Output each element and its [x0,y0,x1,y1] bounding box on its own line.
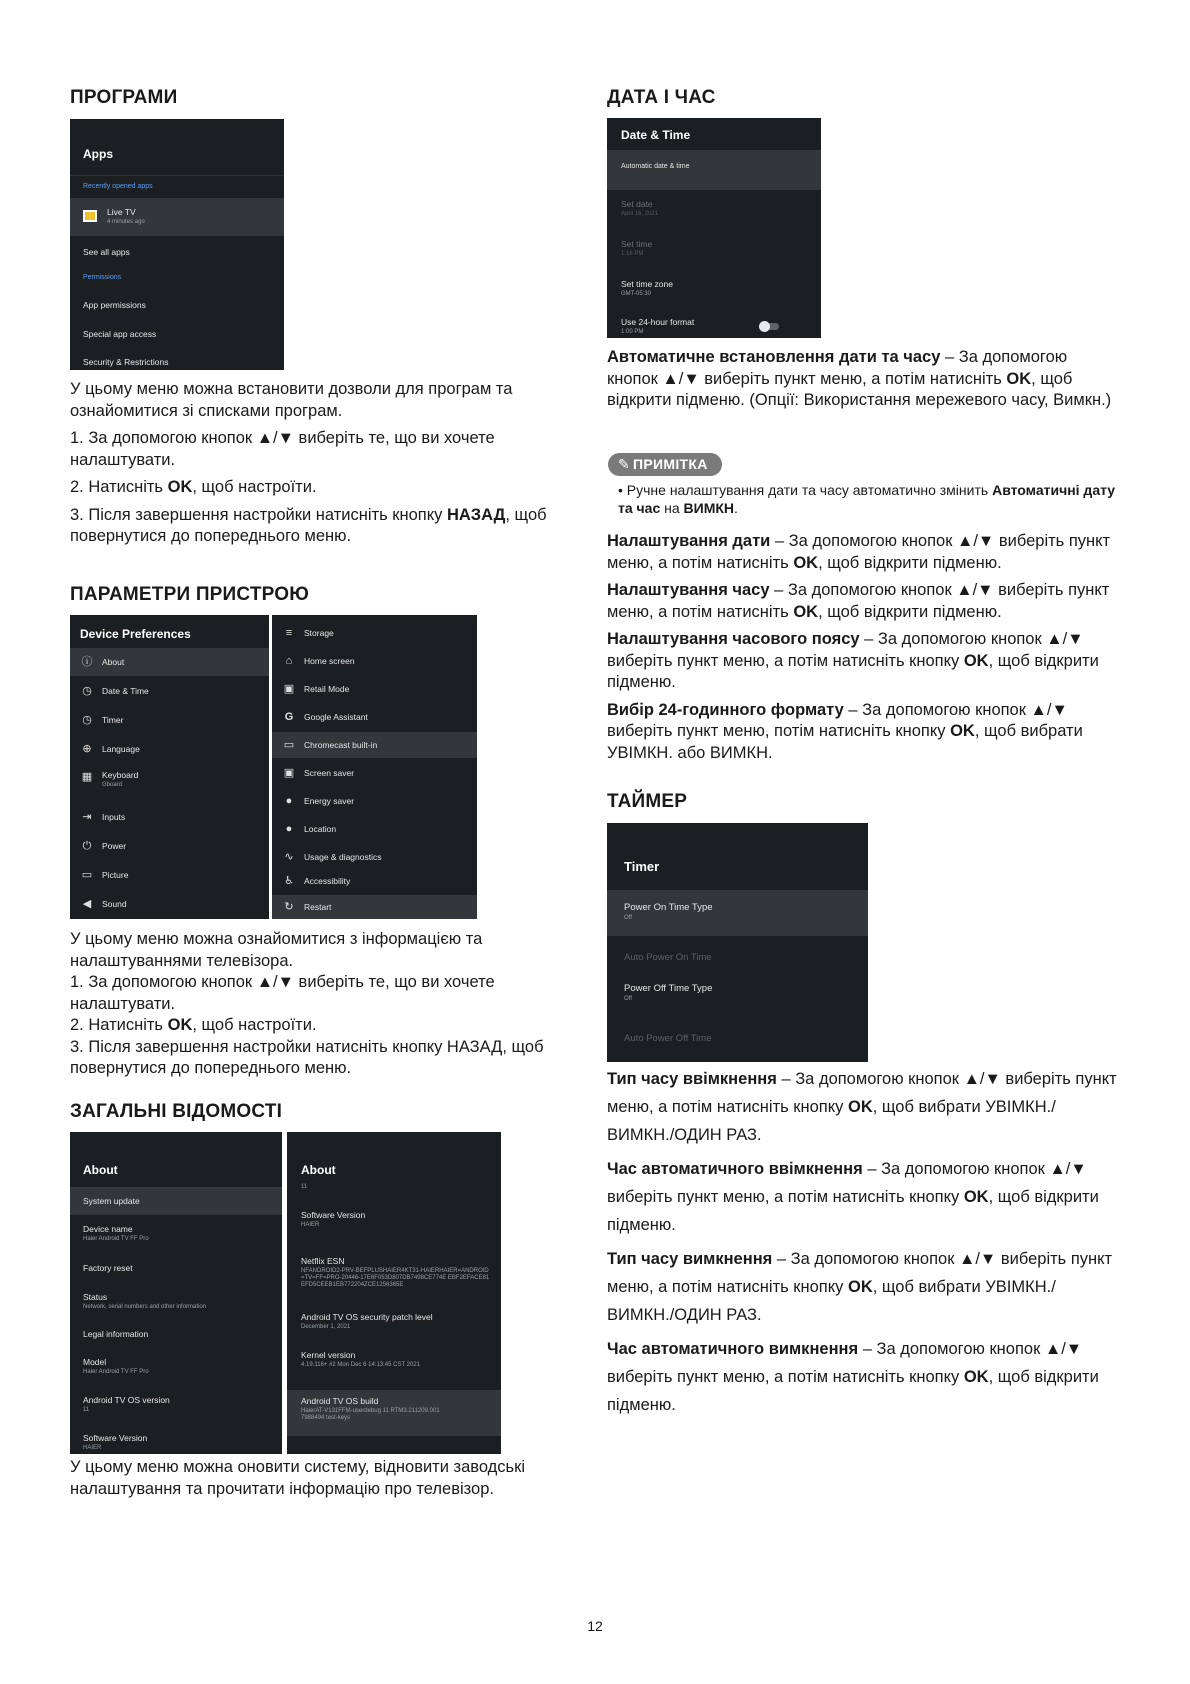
apps-cat-recent: Recently opened apps [83,183,153,190]
monitor-icon: ▭ [81,869,93,881]
device-item-energy-saver[interactable]: ● Energy saver [272,788,477,814]
about-right-kernel[interactable]: Kernel version 4.19.116+ #2 Mon Dec 6 14:13:45 CST 2021 [301,1350,421,1368]
device-item-inputs[interactable]: ⇥ Inputs [70,803,269,831]
about-right-top-sub: 11 [301,1184,308,1190]
timer-details [607,1065,1122,1425]
device-item-restart[interactable]: ↻ Restart [272,895,477,919]
timer-icon: ◷ [82,714,92,726]
about-left-header: About [83,1163,118,1177]
keyboard-icon: ▦ [81,771,93,783]
device-p1: У цьому меню можна ознайомитися з інформацією та налаштуваннями телевізора. [70,930,483,970]
clock-icon: ◷ [82,685,92,697]
timer-screenshot [607,823,868,1062]
datetime-screenshot [607,118,821,338]
input-icon: ⇥ [82,811,92,823]
about-item-legal[interactable]: Legal information [83,1329,149,1339]
timer-on-type-paragraph: Тип часу ввімкнення – За допомогою кнопок ▲/▼ виберіть пункт меню, а потім натисніть кнопку OK, щоб вибрати УВІМКН./ВИМКН./ОДИН РАЗ. [607,1070,1117,1144]
timer-item-on-type[interactable]: Power On Time Type Off [607,890,868,936]
apps-header: Apps [83,147,113,161]
plug-icon: ⏻ [82,840,92,852]
device-item-chromecast[interactable]: ▭ Chromecast built-in [272,732,477,758]
section-title-device: ПАРАМЕТРИ ПРИСТРОЮ [70,584,310,605]
apps-screenshot [70,119,284,370]
device-item-accessibility[interactable]: ♿ Accessibility [272,868,477,894]
about-body [70,1457,570,1500]
timer-off-type-paragraph: Тип часу вимкнення – За допомогою кнопок ▲/▼ виберіть пункт меню, а потім натисніть кнопку OK, щоб вибрати УВІМКН./ВИМКН./ОДИН РАЗ. [607,1250,1113,1324]
toggle-knob [759,321,770,332]
device-prefs-screenshot-left [70,615,269,919]
datetime-item-set-date: Set date April 16, 2021 [621,199,659,217]
device-p2: 1. За допомогою кнопок ▲/▼ виберіть те, що ви хочете налаштувати. [70,973,495,1013]
timer-auto-off-paragraph: Час автоматичного вимкнення – За допомогою кнопок ▲/▼ виберіть пункт меню, а потім натисніть кнопку OK, щоб відкрити підменю. [607,1340,1099,1414]
section-title-about: ЗАГАЛЬНІ ВІДОМОСТІ [70,1101,283,1122]
about-right-build[interactable]: Android TV OS build HaierAT-V131FFM-userdebug 11 RTM3.211209.001 7988494 test-keys [287,1390,501,1436]
device-item-home-screen[interactable]: ⌂ Home screen [272,648,477,674]
about-right-header: About [301,1163,336,1177]
programs-p4: 3. Після завершення настройки натисніть кнопку НАЗАД, щоб повернутися до попереднього меню. [70,505,547,545]
datetime-format-paragraph: Вибір 24-годинного формату – За допомогою кнопок ▲/▼ виберіть пункт меню, потім натисніть кнопку OK, щоб вибрати УВІМКН. або ВИМКН. [607,700,1083,762]
accessibility-icon: ♿ [284,875,294,887]
device-item-location[interactable]: ● Location [272,816,477,842]
about-item-model[interactable]: Model Haier Android TV FF Pro [83,1357,149,1375]
chart-line-icon: ∿ [284,851,294,863]
about-right-netflix-esn[interactable]: Netflix ESN NFANDROID2-PRV-BEFPLUSHAIER4KT31-HAIERHAIER=ANDROID=TV=FF=PRO-20446-17E6F053D807DB7498CE774E EBF2EFACE81EFD5CEEB1EB772204ZCE1256365E [301,1256,490,1288]
about-item-status[interactable]: Status Network, serial numbers and other information [83,1292,207,1310]
live-tv-sub: 4 minutes ago [107,219,145,225]
device-item-about[interactable]: ⓘ About [70,648,269,676]
info-icon: ⓘ [81,656,93,668]
datetime-auto-paragraph: Автоматичне встановлення дати та часу – За допомогою кнопок ▲/▼ виберіть пункт меню, а потім натисніть OK, щоб відкрити підменю. (Опції: Використання мережевого часу, Вимкн.) [607,348,1112,409]
device-body [70,929,570,1080]
apps-item-live-tv[interactable] [70,198,284,236]
datetime-tz-paragraph: Налаштування часового поясу – За допомогою кнопок ▲/▼ виберіть пункт меню, а потім натисніть кнопку OK, щоб відкрити підменю. [607,630,1099,691]
datetime-item-24h-format[interactable]: Use 24-hour format 1:00 PM [621,317,695,335]
device-item-storage[interactable]: ≡ Storage [272,620,477,646]
storage-icon: ≡ [285,627,293,639]
device-item-timer[interactable]: ◷ Timer [70,706,269,734]
about-screenshot-right [287,1132,501,1454]
programs-p1: У цьому меню можна встановити дозволи для програм та ознайомитися зі списками програм. [70,380,513,420]
device-item-power[interactable]: ⏻ Power [70,832,269,860]
timer-item-auto-off: Auto Power Off Time [624,1033,712,1044]
device-item-retail-mode[interactable]: ▣ Retail Mode [272,676,477,702]
device-p3: 2. Натисніть OK, щоб настроїти. [70,1016,317,1034]
screensaver-icon: ▣ [283,767,295,779]
programs-p3: 2. Натисніть OK, щоб настроїти. [70,478,317,496]
datetime-auto-text [607,347,1122,418]
speaker-icon: ◀ [82,898,92,910]
device-item-datetime[interactable]: ◷ Date & Time [70,677,269,705]
page-number: 12 [587,1618,603,1634]
device-item-sound[interactable]: ◀ Sound [70,890,269,918]
datetime-item-set-time: Set time 1:16 PM [621,239,653,257]
about-item-system-update[interactable]: System update [70,1187,282,1215]
section-title-programs: ПРОГРАМИ [70,87,178,108]
device-item-keyboard[interactable]: ▦ Keyboard Gboard [81,770,139,788]
timer-auto-on-paragraph: Час автоматичного ввімкнення – За допомогою кнопок ▲/▼ виберіть пункт меню, а потім натисніть кнопку OK, щоб відкрити підменю. [607,1160,1099,1234]
datetime-item-auto[interactable]: Automatic date & time [607,150,821,190]
programs-body [70,379,570,554]
pencil-icon: ✎ [618,456,631,472]
location-pin-icon: ● [285,823,293,835]
about-right-software-version[interactable]: Software Version HAIER [301,1210,366,1228]
google-icon: G [284,711,294,723]
24h-format-toggle[interactable] [761,323,779,330]
about-p1: У цьому меню можна оновити систему, відновити заводські налаштування та прочитати інформацію про телевізор. [70,1458,526,1498]
apps-item-see-all[interactable]: See all apps [83,247,130,257]
note-text: • Ручне налаштування дати та часу автоматично змінить Автоматичні дату та час на ВИМКН. [618,482,1116,516]
note-badge: ✎ ПРИМІТКА [608,453,722,476]
globe-icon: ⊕ [82,743,92,755]
home-icon: ⌂ [285,655,293,667]
device-item-usage[interactable]: ∿ Usage & diagnostics [272,844,477,870]
device-item-google-assistant[interactable]: G Google Assistant [272,704,477,730]
timer-item-off-type[interactable]: Power Off Time Type Off [624,983,713,1002]
apps-item-permissions[interactable]: App permissions [83,300,146,310]
timer-item-auto-on: Auto Power On Time [624,952,712,963]
shop-icon: ▣ [283,683,295,695]
device-item-picture[interactable]: ▭ Picture [70,861,269,889]
datetime-date-paragraph: Налаштування дати – За допомогою кнопок ▲/▼ виберіть пункт меню, а потім натисніть OK, щоб відкрити підменю. [607,532,1111,572]
device-item-language[interactable]: ⊕ Language [70,735,269,763]
bulb-icon: ● [285,795,293,807]
apps-cat-permissions: Permissions [83,274,122,281]
datetime-details [607,531,1122,770]
cast-icon: ▭ [283,739,295,751]
about-item-software-version[interactable]: Software Version HAIER [83,1433,148,1451]
device-prefs-screenshot-right [272,615,477,919]
device-item-screen-saver[interactable]: ▣ Screen saver [272,760,477,786]
about-item-os-version[interactable]: Android TV OS version 11 [83,1395,170,1413]
datetime-time-paragraph: Налаштування часу – За допомогою кнопок ▲/▼ виберіть пункт меню, а потім натисніть OK, щоб відкрити підменю. [607,581,1110,621]
about-item-factory-reset[interactable]: Factory reset [83,1263,133,1273]
about-item-device-name[interactable]: Device name Haier Android TV FF Pro [83,1224,149,1242]
live-tv-label: Live TV [107,207,136,217]
datetime-item-time-zone[interactable]: Set time zone GMT-05:30 [621,279,673,297]
restart-icon: ↻ [284,901,294,913]
about-right-patch-level[interactable]: Android TV OS security patch level December 1, 2021 [301,1312,433,1330]
apps-item-security[interactable]: Security & Restrictions [83,357,169,367]
live-tv-icon [83,210,97,222]
about-screenshot-left [70,1132,282,1454]
timer-header: Timer [624,859,660,874]
apps-item-special-access[interactable]: Special app access [83,329,157,339]
section-title-datetime: ДАТА І ЧАС [607,87,716,108]
datetime-header: Date & Time [621,128,691,142]
programs-p2: 1. За допомогою кнопок ▲/▼ виберіть те, що ви хочете налаштувати. [70,429,495,469]
section-title-timer: ТАЙМЕР [607,791,688,812]
device-p4: 3. Після завершення настройки натисніть кнопку НАЗАД, щоб повернутися до попереднього меню. [70,1037,544,1077]
device-prefs-header: Device Preferences [80,627,191,641]
